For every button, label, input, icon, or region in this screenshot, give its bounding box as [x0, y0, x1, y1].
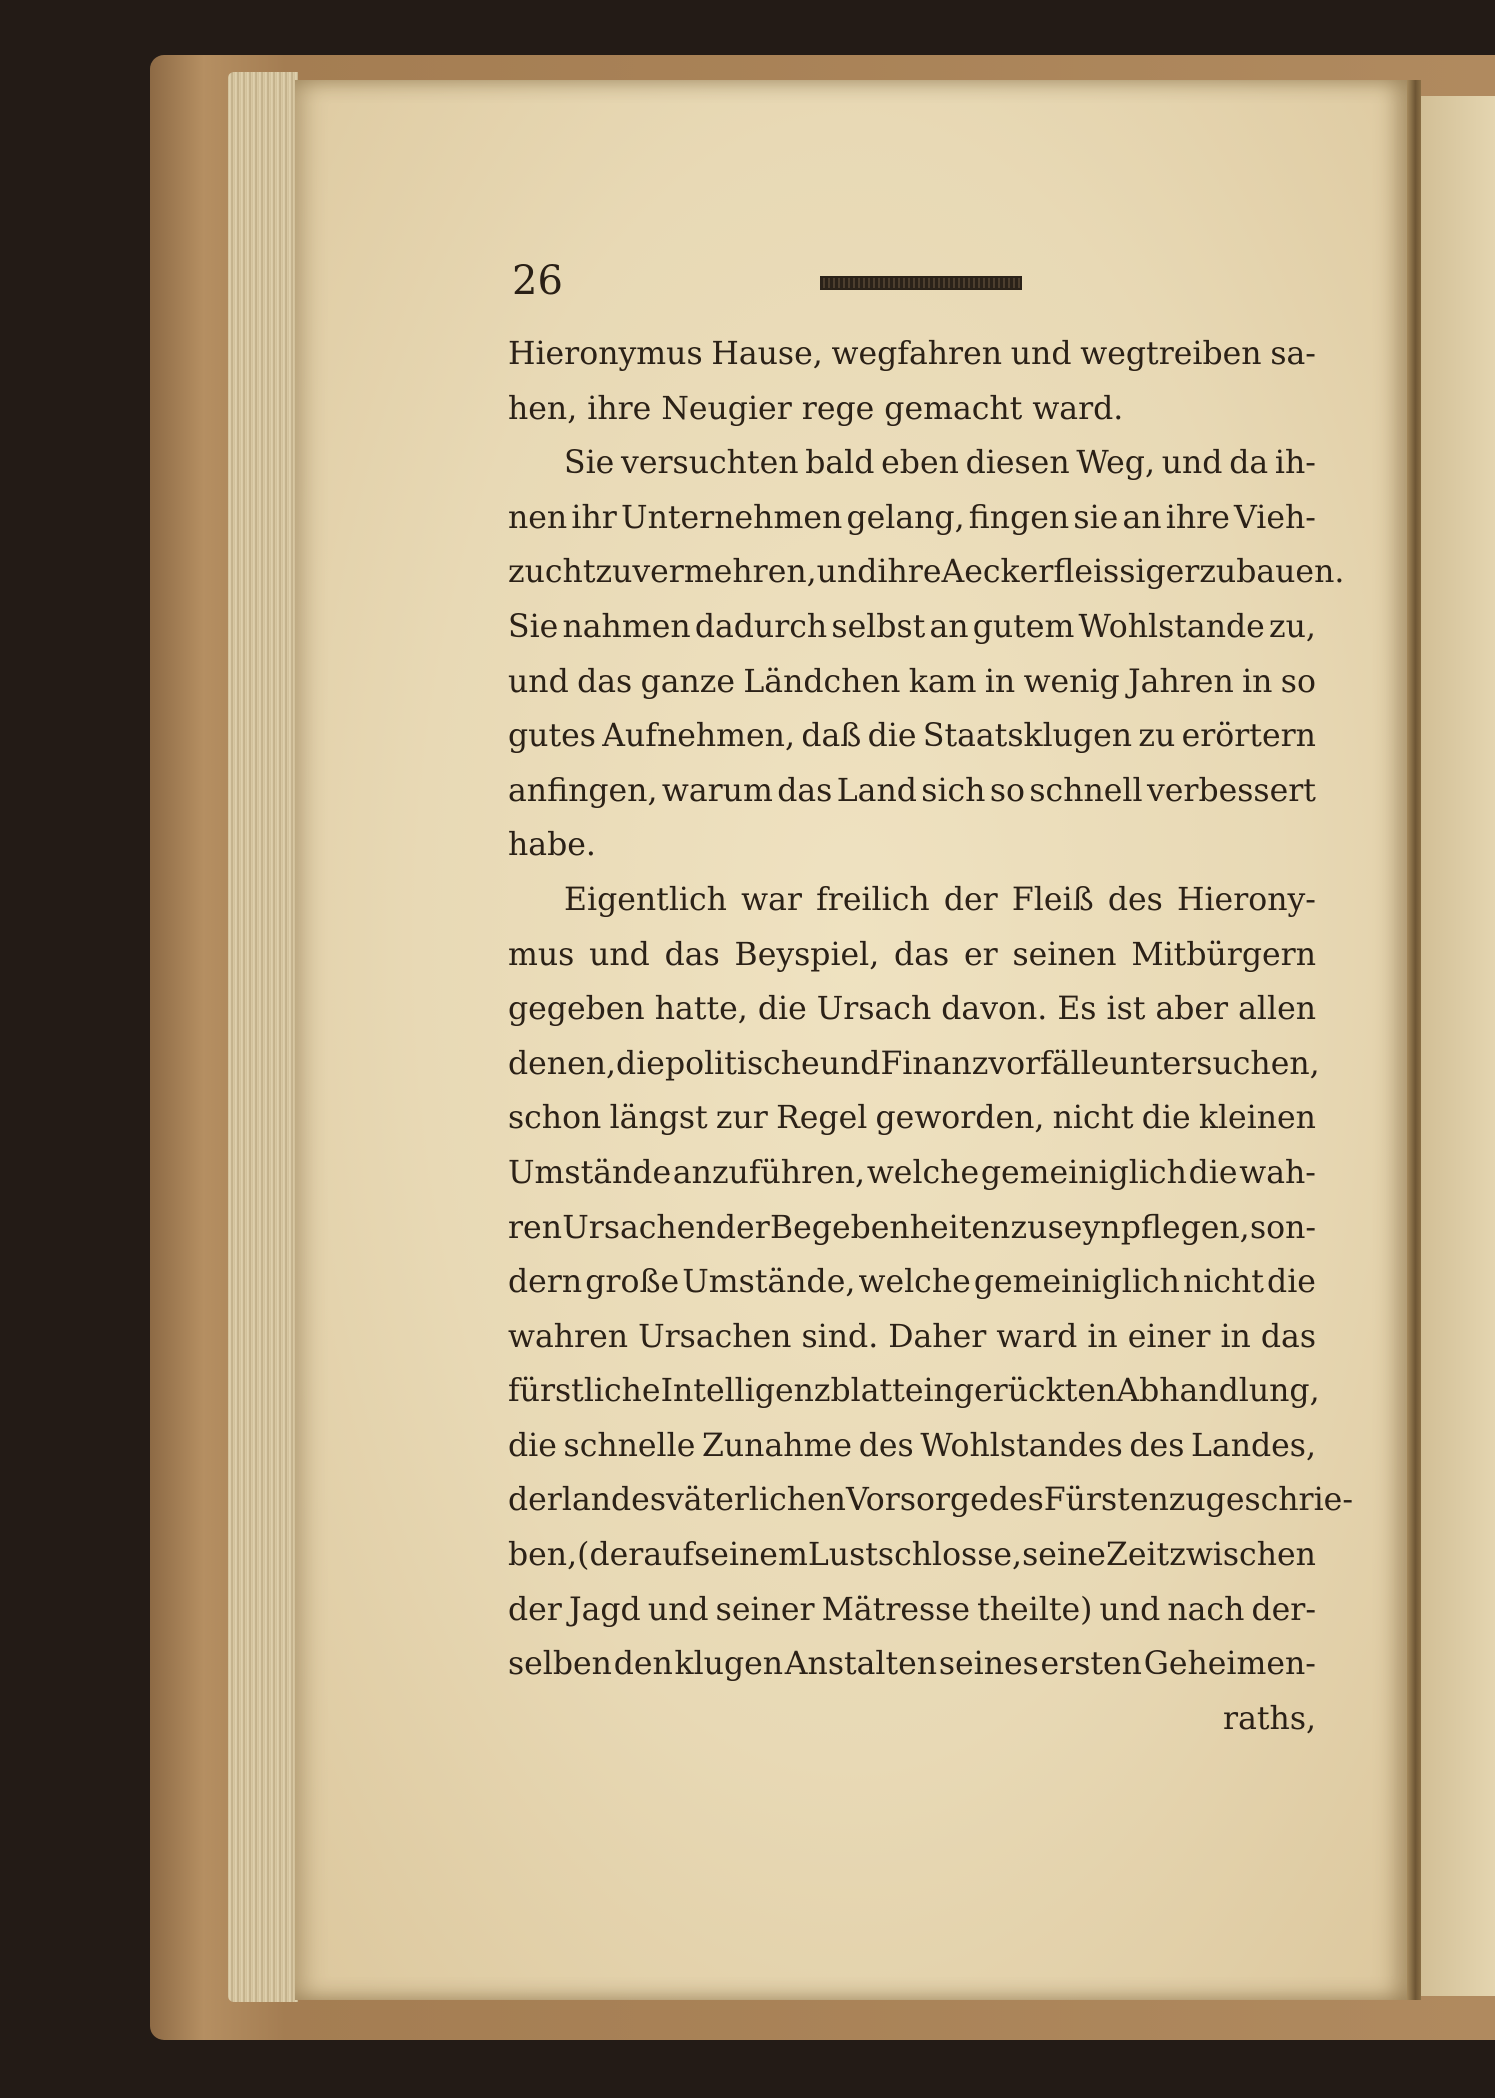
text-line	[508, 1419, 1316, 1474]
word: an	[1122, 499, 1162, 536]
text-line	[508, 491, 1316, 546]
word: und	[647, 1591, 709, 1628]
word: und	[1099, 1591, 1161, 1628]
word: das	[777, 772, 833, 809]
word: Sie	[508, 608, 559, 645]
word: ward	[996, 1318, 1078, 1355]
word: Ursachen	[562, 1209, 716, 1246]
word: sich	[921, 772, 986, 809]
word: längst	[609, 1100, 708, 1137]
word: zu	[1138, 718, 1176, 755]
word: einer	[1127, 1318, 1211, 1355]
word: zugeschrie-	[1168, 1482, 1353, 1519]
text-line	[508, 1473, 1353, 1528]
text-line	[508, 1255, 1316, 1310]
word: Ländchen	[743, 663, 901, 700]
word: in	[1242, 663, 1273, 700]
word: Wohlstandes	[920, 1427, 1123, 1464]
word: der	[508, 1482, 562, 1519]
word: davon.	[941, 991, 1048, 1028]
word: und	[508, 663, 569, 700]
word: auf	[643, 1537, 695, 1574]
word: aber	[1155, 991, 1229, 1028]
word: die	[508, 1427, 557, 1464]
word: geworden,	[875, 1100, 1045, 1137]
word: Umstände	[508, 1154, 672, 1191]
word: Jahren	[1128, 663, 1234, 700]
word: kam	[908, 663, 977, 700]
text-line	[508, 709, 1316, 764]
word: ersten	[1040, 1646, 1142, 1683]
word: Es	[1057, 991, 1097, 1028]
word: Abhandlung,	[1116, 1373, 1320, 1410]
book-gutter	[1407, 80, 1421, 2000]
word: fingen	[968, 499, 1070, 536]
text-line	[508, 1146, 1316, 1201]
word: der	[943, 881, 998, 918]
word: gemeiniglich	[980, 1154, 1187, 1191]
word: des	[988, 1482, 1044, 1519]
word: das	[577, 663, 633, 700]
word: Umstände,	[682, 1264, 856, 1301]
word: das	[1260, 1318, 1316, 1355]
word: ihre	[877, 554, 942, 591]
word: zur	[715, 1100, 768, 1137]
word: sie	[1073, 499, 1119, 536]
word: zu	[1199, 554, 1237, 591]
word: selben	[508, 1646, 612, 1683]
word: die	[1267, 1264, 1316, 1301]
word: seyn	[1047, 1209, 1121, 1246]
word: nicht	[1182, 1264, 1264, 1301]
word: Mitbürgern	[1131, 936, 1316, 973]
word: kleinen	[1198, 1100, 1316, 1137]
word: ganze	[640, 663, 736, 700]
word: Zeit	[1105, 1537, 1170, 1574]
word: wahren	[508, 1318, 629, 1355]
word: bald	[805, 445, 875, 482]
word: das	[664, 936, 720, 973]
word: nach	[1167, 1591, 1245, 1628]
word: bauen.	[1236, 554, 1345, 591]
word: warum	[661, 772, 773, 809]
word: Hause,	[711, 336, 823, 372]
word: Ursach	[816, 991, 932, 1028]
word: Vorsorge	[845, 1482, 989, 1519]
word: Mätresse	[821, 1591, 970, 1628]
word: den	[613, 1646, 673, 1683]
word: des	[1129, 1427, 1185, 1464]
word: die	[757, 991, 807, 1028]
word: schnell	[1029, 772, 1143, 809]
word: Regel	[776, 1100, 868, 1137]
word: theilte)	[977, 1591, 1093, 1628]
word: gutes	[508, 718, 596, 755]
word: son-	[1249, 1209, 1316, 1246]
text-line	[508, 982, 1316, 1037]
word: Jagd	[568, 1591, 641, 1628]
text-line	[508, 1583, 1316, 1638]
word: ihre	[1165, 499, 1230, 536]
word: Wohlstande	[1078, 608, 1265, 645]
text-line	[508, 928, 1316, 983]
word: nen	[508, 499, 568, 536]
word: anfingen,	[508, 772, 658, 809]
word: Beyspiel,	[734, 936, 880, 973]
word: da	[1229, 445, 1269, 482]
word: der	[508, 1591, 562, 1628]
text-line	[508, 1637, 1316, 1692]
word: und	[1161, 445, 1223, 482]
word: gegeben	[508, 991, 645, 1028]
text-line	[508, 764, 1316, 819]
word: Land	[836, 772, 917, 809]
word: Zunahme	[702, 1427, 853, 1464]
word: zu	[595, 554, 633, 591]
word: dadurch	[694, 608, 828, 645]
word: Daher	[888, 1318, 987, 1355]
text-line	[508, 1037, 1320, 1092]
text-line	[508, 600, 1316, 655]
word: des	[1107, 881, 1163, 918]
word: und	[816, 554, 878, 591]
word: seines	[938, 1646, 1039, 1683]
word: hatte,	[654, 991, 748, 1028]
word: ren	[508, 1209, 562, 1246]
word: die	[1141, 1100, 1191, 1137]
text-line: habe.	[508, 827, 596, 864]
word: landesväterlichen	[561, 1482, 846, 1519]
word: anzuführen,	[672, 1154, 866, 1191]
word: seiner	[715, 1591, 815, 1628]
word: die	[616, 1045, 665, 1082]
word: daß	[801, 718, 862, 755]
word: die	[867, 718, 917, 755]
word: denen,	[508, 1045, 617, 1082]
word: welche	[858, 1264, 971, 1301]
word: gelang,	[846, 499, 965, 536]
word: ben,	[508, 1537, 578, 1574]
word: Finanzvorfälle	[880, 1045, 1110, 1082]
word: mus	[508, 936, 575, 973]
word: Eigentlich	[564, 881, 727, 918]
word: der-	[1251, 1591, 1316, 1628]
word: Lustschlosse,	[807, 1537, 1023, 1574]
word: an	[929, 608, 969, 645]
word: war	[741, 881, 802, 918]
word: in	[984, 663, 1016, 700]
word: Landes,	[1191, 1427, 1316, 1464]
word: und	[589, 936, 650, 973]
word: ih-	[1274, 445, 1316, 482]
word: wegfahren	[831, 336, 1002, 372]
word: welche	[866, 1154, 980, 1191]
word: Vieh-	[1234, 499, 1316, 536]
word: Intelligenzblatt	[660, 1373, 905, 1410]
word: seinen	[1012, 936, 1117, 973]
word: klugen	[674, 1646, 784, 1683]
word: zucht	[508, 554, 596, 591]
word: Aecker	[941, 554, 1054, 591]
word: ihr	[571, 499, 617, 536]
word: das	[894, 936, 950, 973]
word: nicht	[1052, 1100, 1134, 1137]
word: Anstalten	[784, 1646, 938, 1683]
word: freilich	[816, 881, 930, 918]
word: Sie	[564, 445, 615, 482]
text-line	[508, 1310, 1316, 1365]
word: dern	[508, 1264, 583, 1301]
word: vermehren,	[632, 554, 817, 591]
word: zu,	[1269, 608, 1316, 645]
word: in	[1220, 1318, 1251, 1355]
word: des	[858, 1427, 914, 1464]
word: er	[963, 936, 998, 973]
word: Staatsklugen	[922, 718, 1133, 755]
word: Fürsten	[1043, 1482, 1169, 1519]
word: Ursachen	[638, 1318, 792, 1355]
text-line	[508, 873, 1316, 928]
word: verbessert	[1146, 772, 1316, 809]
word: pflegen,	[1120, 1209, 1250, 1246]
text-line	[508, 655, 1316, 710]
word: sind.	[801, 1318, 879, 1355]
text-line	[508, 1091, 1316, 1146]
facing-page-edge	[1421, 96, 1495, 1996]
word: wenig	[1023, 663, 1120, 700]
word: nahmen	[562, 608, 691, 645]
word: diesen	[965, 445, 1070, 482]
word: gutem	[972, 608, 1075, 645]
word: seinem	[694, 1537, 808, 1574]
word: sa-	[1270, 336, 1316, 372]
word: Fleiß	[1011, 881, 1094, 918]
word: (der	[577, 1537, 644, 1574]
word: zu	[1010, 1209, 1048, 1246]
word: der	[715, 1209, 770, 1246]
word: und	[819, 1045, 881, 1082]
word: wegtreiben	[1080, 336, 1262, 372]
word: Weg,	[1076, 445, 1155, 482]
word: eben	[881, 445, 959, 482]
word: die	[1188, 1154, 1238, 1191]
text-line	[508, 545, 1345, 600]
body-text	[508, 327, 1353, 1746]
word: Hierony-	[1177, 881, 1316, 918]
word: Geheimen-	[1143, 1646, 1316, 1683]
text-line	[508, 1528, 1316, 1583]
word: Aufnehmen,	[602, 718, 795, 755]
text-line: hen, ihre Neugier rege gemacht ward.	[508, 390, 1124, 427]
word: schon	[508, 1100, 602, 1137]
word: in	[1087, 1318, 1118, 1355]
word: eingerückten	[904, 1373, 1117, 1410]
word: fleissiger	[1053, 554, 1200, 591]
header-rule	[820, 276, 1022, 290]
page-edges	[228, 72, 298, 2002]
word: schnelle	[563, 1427, 696, 1464]
word: so	[989, 772, 1025, 809]
word: große	[585, 1264, 680, 1301]
page-number: 26	[512, 258, 563, 304]
word: Unternehmen	[621, 499, 843, 536]
word: untersuchen,	[1109, 1045, 1320, 1082]
word: Hieronymus	[508, 336, 703, 372]
text-line	[508, 436, 1316, 491]
word: ist	[1106, 991, 1146, 1028]
word: allen	[1238, 991, 1316, 1028]
catchword: raths,	[1223, 1700, 1316, 1737]
word: erörtern	[1181, 718, 1316, 755]
word: Begebenheiten	[770, 1209, 1011, 1246]
word: so	[1280, 663, 1316, 700]
word: versuchten	[621, 445, 799, 482]
word: gemeiniglich	[973, 1264, 1180, 1301]
word: und	[1010, 336, 1072, 372]
text-line	[508, 1201, 1316, 1256]
word: wah-	[1239, 1154, 1316, 1191]
word: selbst	[831, 608, 926, 645]
word: fürstliche	[508, 1373, 661, 1410]
text-line	[508, 1364, 1320, 1419]
word: zwischen	[1169, 1537, 1316, 1574]
word: seine	[1022, 1537, 1106, 1574]
text-line	[508, 327, 1316, 382]
word: politische	[664, 1045, 820, 1082]
